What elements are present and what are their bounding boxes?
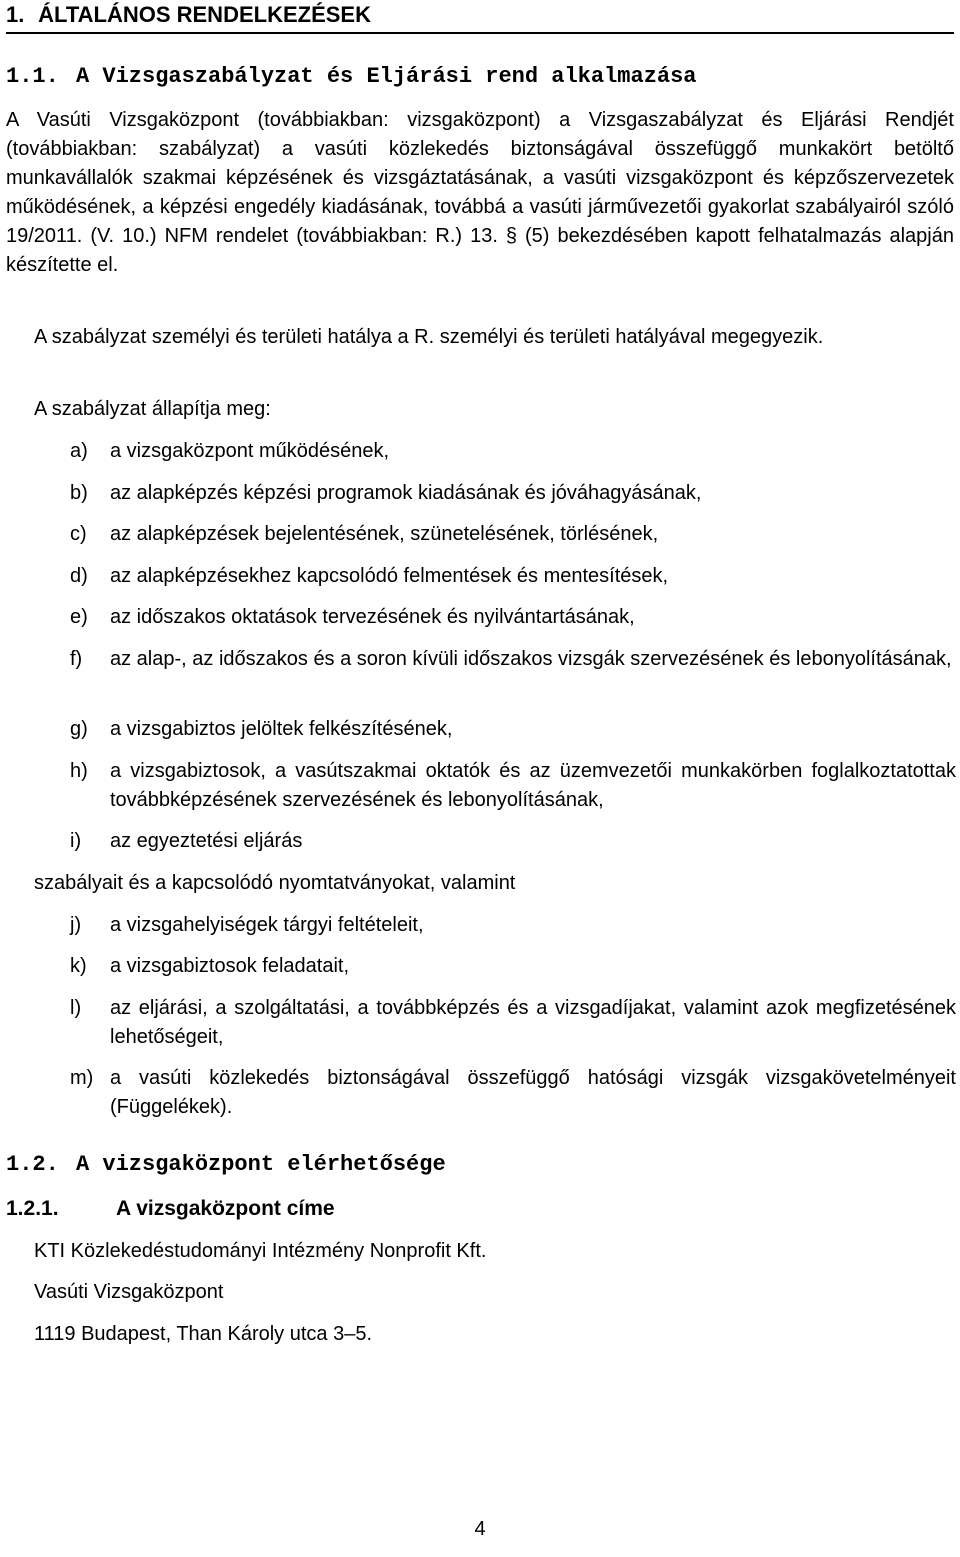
section-title: A vizsgaközpont elérhetősége <box>76 1152 446 1177</box>
list-item <box>70 479 956 508</box>
list-marker: j) <box>70 914 82 936</box>
list-text: az alapképzésekhez kapcsolódó felmentések és mentesítések, <box>110 565 669 587</box>
subsection-title: A vizsgaközpont címe <box>116 1197 335 1220</box>
list-item <box>70 520 956 549</box>
list-text: a vizsgabiztosok feladatait, <box>110 955 350 977</box>
list-marker: c) <box>70 523 87 545</box>
subsection-number: 1.2.1. <box>6 1197 59 1220</box>
list-marker: h) <box>70 760 88 782</box>
list-item <box>70 827 956 856</box>
scope-paragraph: A szabályzat személyi és területi hatálya a R. személyi és területi hatályával megegyezik. <box>34 326 824 348</box>
list-item <box>70 757 956 815</box>
list-marker: a) <box>70 440 88 462</box>
list-item <box>70 911 956 940</box>
list-intro-paragraph: A szabályzat állapítja meg: <box>34 398 271 420</box>
address-line-organization: KTI Közlekedéstudományi Intézmény Nonprofit Kft. <box>34 1240 487 1262</box>
chapter-number: 1. <box>6 2 25 27</box>
list-marker: b) <box>70 482 88 504</box>
section-heading-1-2 <box>6 1150 446 1180</box>
list-marker: g) <box>70 718 88 740</box>
page-number: 4 <box>474 1518 486 1540</box>
section-number: 1.1. <box>6 64 59 89</box>
continuation-paragraph: szabályait és a kapcsolódó nyomtatványokat, valamint <box>34 872 516 894</box>
list-item <box>70 603 956 632</box>
list-marker: d) <box>70 565 88 587</box>
intro-paragraph: A Vasúti Vizsgaközpont (továbbiakban: vizsgaközpont) a Vizsgaszabályzat és Eljárási Rendjét (továbbiakban: szabályzat) a vasúti közlekedés biztonságával összefüggő munkakört betöltő munkavállalók szakmai képzésének és vizsgáztatásának, a vasúti vizsgaközpont és képzőszervezetek működésének, a képzési engedély kiadásának, továbbá a vasúti járművezetői gyakorlat szabályairól szóló 19/2011. (V. 10.) NFM rendelet (továbbiakban: R.) 13. § (5) bekezdésében kapott felhatalmazás alapján készítette el. <box>6 109 954 276</box>
subsection-heading-1-2-1 <box>6 1194 335 1224</box>
section-number: 1.2. <box>6 1152 59 1177</box>
list-text: az alapképzések bejelentésének, szünetelésének, törlésének, <box>110 523 659 545</box>
list-text: az alap-, az időszakos és a soron kívüli időszakos vizsgák szervezésének és lebonyolításának, <box>110 648 952 670</box>
address-line-unit: Vasúti Vizsgaközpont <box>34 1281 224 1303</box>
list-marker: e) <box>70 606 88 628</box>
list-text: a vizsgabiztosok, a vasútszakmai oktatók és az üzemvezetői munkakörben foglalkoztatottak továbbképzésének szervezésének és lebonyolításának, <box>110 760 956 811</box>
section-heading-1-1 <box>6 62 697 92</box>
list-marker: l) <box>70 997 82 1019</box>
list-item <box>70 994 956 1052</box>
list-item <box>70 1064 956 1122</box>
list-text: a vizsgahelyiségek tárgyi feltételeit, <box>110 914 424 936</box>
list-marker: f) <box>70 648 83 670</box>
list-text: a vizsgaközpont működésének, <box>110 440 390 462</box>
list-marker: m) <box>70 1067 94 1089</box>
list-marker: i) <box>70 830 82 852</box>
list-item <box>70 562 956 591</box>
list-item <box>70 715 956 744</box>
list-marker: k) <box>70 955 87 977</box>
chapter-title: ÁLTALÁNOS RENDELKEZÉSEK <box>38 2 371 27</box>
list-text: az eljárási, a szolgáltatási, a továbbképzés és a vizsgadíjakat, valamint azok megfizetésének lehetőségeit, <box>110 997 956 1048</box>
list-text: az egyeztetési eljárás <box>110 830 303 852</box>
list-text: az alapképzés képzési programok kiadásának és jóváhagyásának, <box>110 482 702 504</box>
list-text: a vasúti közlekedés biztonságával összefüggő hatósági vizsgák vizsgakövetelményeit (Függelékek). <box>110 1067 956 1118</box>
list-item <box>70 437 956 466</box>
section-title: A Vizsgaszabályzat és Eljárási rend alkalmazása <box>76 64 697 89</box>
chapter-heading <box>6 0 954 34</box>
list-text: az időszakos oktatások tervezésének és nyilvántartásának, <box>110 606 635 628</box>
list-text: a vizsgabiztos jelöltek felkészítésének, <box>110 718 453 740</box>
address-line-street: 1119 Budapest, Than Károly utca 3–5. <box>34 1323 373 1345</box>
list-item <box>70 952 956 981</box>
list-item <box>70 645 956 674</box>
